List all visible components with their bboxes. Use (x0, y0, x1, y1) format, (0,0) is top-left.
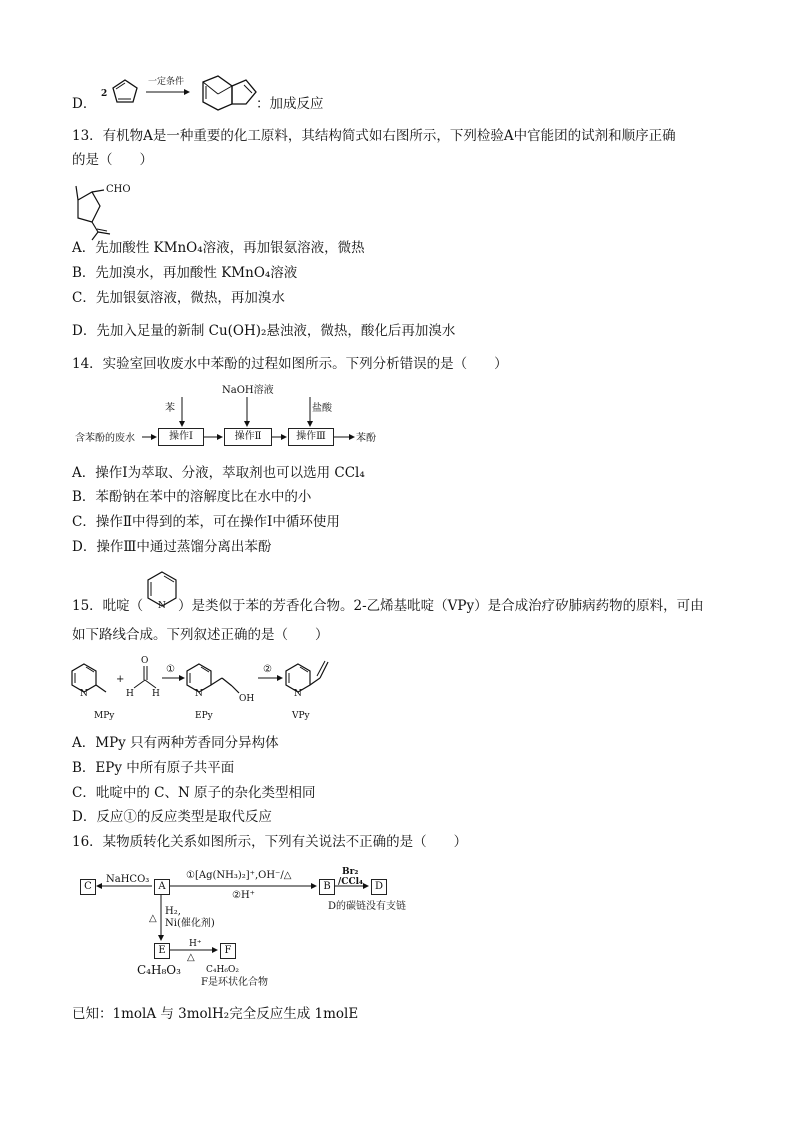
formaldehyde-o: O (141, 656, 149, 666)
q15-stem-suffix: ）是类似于苯的芳香化合物。2-乙烯基吡啶（VPy）是合成治疗矽肺病药物的原料，可由 (178, 598, 704, 614)
q16-node-b: B (319, 879, 335, 895)
q16-tollens-step: ①[Ag(NH₃)₂]⁺,OH⁻/△ (186, 870, 292, 881)
q13-option-a: A．先加酸性 KMnO₄溶液，再加银氨溶液，微热 (72, 240, 365, 256)
q12-coefficient: 2 (101, 89, 108, 99)
q16-node-d: D (371, 879, 387, 895)
q14-option-c: C．操作Ⅱ中得到的苯，可在操作Ⅰ中循环使用 (72, 514, 340, 530)
q16-node-f: F (220, 943, 236, 959)
q16-nahco3: NaHCO₃ (106, 874, 150, 885)
q12-condition: 一定条件 (148, 77, 185, 87)
q16-ccl4: /CCl₄ (338, 877, 363, 887)
q16-ni-catalyst: Ni(催化剂) (165, 918, 215, 929)
q14-op1-box: 操作Ⅰ (158, 428, 204, 446)
q16-br2: Br₂ (342, 867, 359, 877)
q15-step1: ① (166, 664, 175, 675)
q15-step2: ② (263, 664, 272, 675)
q16-f-note: F是环状化合物 (201, 977, 268, 988)
vpy-n-atom: N (294, 689, 302, 699)
q15-stem-prefix: 15．吡啶（ (72, 598, 144, 614)
q12-option-d-label: D． (72, 96, 97, 112)
q13-stem-line1: 13．有机物A是一种重要的化工原料，其结构简式如右图所示，下列检验A中官能团的试剂和顺序正确 (72, 128, 676, 144)
q13-option-c: C．先加银氨溶液，微热，再加溴水 (72, 290, 285, 306)
q13-option-d: D．先加入足量的新制 Cu(OH)₂悬浊液，微热，酸化后再加溴水 (72, 323, 456, 339)
q16-acidify-step: ②H⁺ (232, 890, 255, 901)
q14-option-b: B．苯酚钠在苯中的溶解度比在水中的小 (72, 489, 312, 505)
q14-op2-box: 操作Ⅱ (224, 428, 272, 446)
q12-reaction-type: ：加成反应 (256, 96, 324, 112)
q16-stem: 16．某物质转化关系如图所示，下列有关说法不正确的是（ ） (72, 834, 468, 850)
q14-stem: 14．实验室回收废水中苯酚的过程如图所示。下列分析错误的是（ ） (72, 356, 508, 372)
q14-reagent-benzene: 苯 (165, 403, 175, 414)
q13-option-b: B．先加溴水，再加酸性 KMnO₄溶液 (72, 265, 298, 281)
mpy-label: MPy (94, 711, 115, 721)
q16-node-c: C (80, 879, 96, 895)
q15-option-c: C．吡啶中的 C、N 原子的杂化类型相同 (72, 785, 316, 801)
q16-f-formula: C₄H₆O₂ (206, 965, 239, 975)
q16-h2: H₂, (165, 906, 181, 917)
q14-reagent-naoh: NaOH溶液 (222, 385, 274, 396)
q16-h-plus: H⁺ (189, 939, 202, 949)
q16-node-a: A (154, 879, 170, 895)
q15-stem-line2: 如下路线合成。下列叙述正确的是（ ） (72, 627, 329, 643)
q14-output-label: 苯酚 (356, 433, 376, 444)
q14-input-label: 含苯酚的废水 (75, 433, 135, 444)
q16-d-note: D的碳链没有支链 (328, 901, 407, 912)
q16-heat-ef: △ (187, 952, 195, 963)
formaldehyde-h1: H (126, 689, 134, 699)
q16-heat-ae: △ (149, 913, 157, 924)
q13-stem-line2: 的是（ ） (72, 152, 153, 168)
q15-option-d: D．反应①的反应类型是取代反应 (72, 809, 272, 825)
q16-e-formula: C₄H₈O₃ (137, 963, 181, 977)
q16-known-condition: 已知：1molA 与 3molH₂完全反应生成 1molE (72, 1006, 359, 1022)
q15-plus-sign: + (116, 674, 125, 685)
q15-option-a: A．MPy 只有两种芳香同分异构体 (72, 735, 279, 751)
q14-option-a: A．操作Ⅰ为萃取、分液，萃取剂也可以选用 CCl₄ (72, 465, 365, 481)
epy-n-atom: N (195, 689, 203, 699)
q14-option-d: D．操作Ⅲ中通过蒸馏分离出苯酚 (72, 539, 272, 555)
q14-op3-box: 操作Ⅲ (288, 428, 334, 446)
formaldehyde-h2: H (152, 689, 160, 699)
mpy-n-atom: N (80, 689, 88, 699)
q15-option-b: B．EPy 中所有原子共平面 (72, 760, 235, 776)
epy-oh: OH (239, 694, 255, 704)
epy-label: EPy (195, 711, 213, 721)
q16-node-e: E (154, 943, 170, 959)
q14-reagent-hcl: 盐酸 (312, 403, 332, 414)
pyridine-n-atom: N (158, 601, 166, 611)
q13-aldehyde-label: CHO (106, 184, 131, 195)
vpy-label: VPy (292, 711, 310, 721)
